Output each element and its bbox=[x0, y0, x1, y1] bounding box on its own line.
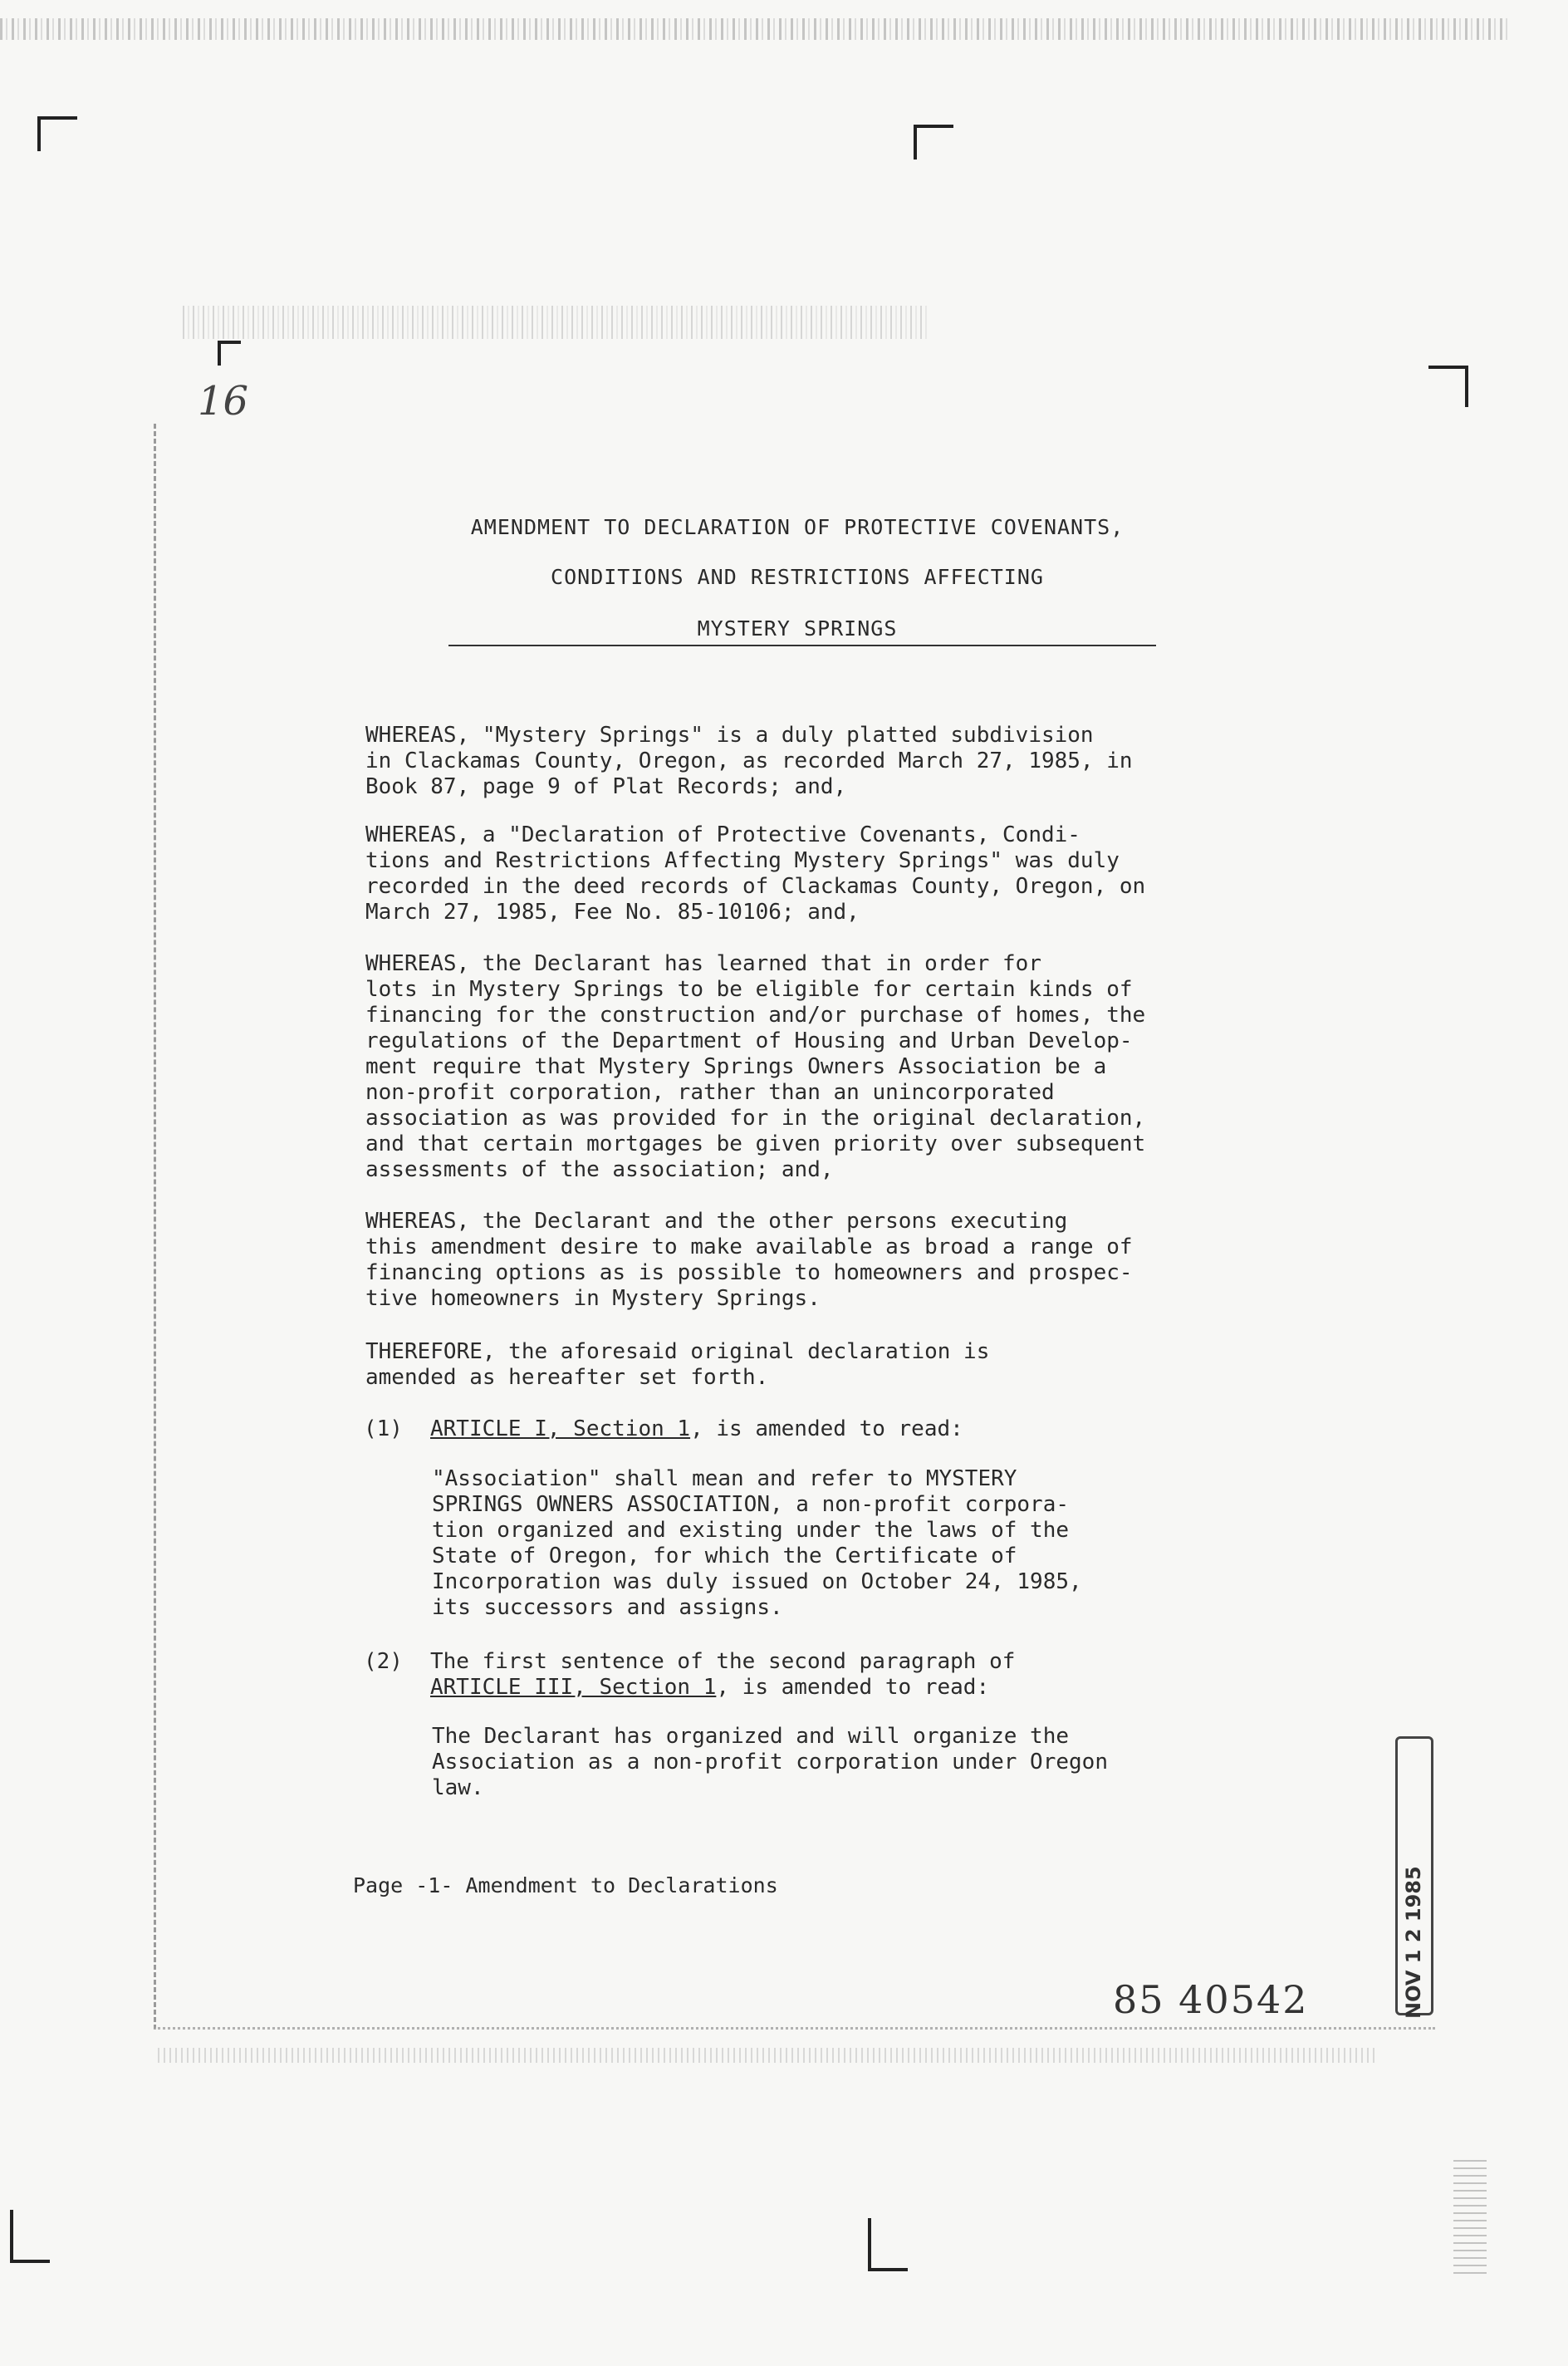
page-footer: Page -1- Amendment to Declarations bbox=[353, 1873, 778, 1897]
crop-mark-top-right bbox=[1428, 366, 1468, 407]
title-underline bbox=[448, 645, 1156, 646]
scan-noise-bottom bbox=[158, 2048, 1379, 2063]
scan-edge-marks bbox=[1453, 2160, 1487, 2276]
item-text: , is amended to read: bbox=[716, 1675, 990, 1700]
document-number: 85 40542 bbox=[1113, 1977, 1309, 2022]
item-body bbox=[430, 1416, 1277, 1442]
paragraph-whereas-1: WHEREAS, "Mystery Springs" is a duly platted subdivision in Clackamas County, Oregon, as recorded March 27, 1985, in Book 87, page 9 of Plat Records; and, bbox=[365, 723, 1133, 799]
recording-stamp-text: NOV 1 2 1985 bbox=[1402, 1866, 1425, 2019]
title-line-3: MYSTERY SPRINGS bbox=[697, 616, 898, 641]
item-number: (2) bbox=[364, 1649, 403, 1674]
scan-noise-top bbox=[0, 18, 1512, 40]
item-body bbox=[430, 1649, 1277, 1701]
item-lead: The first sentence of the second paragraph of bbox=[430, 1649, 1016, 1674]
paragraph-whereas-4: WHEREAS, the Declarant and the other persons executing this amendment desire to make available as broad a range of financing options as is possible to homeowners and prospec- tive homeowners in Mystery Springs. bbox=[365, 1209, 1133, 1311]
crop-mark-bottom-left bbox=[10, 2210, 50, 2263]
amendment-quote-2: The Declarant has organized and will organize the Association as a non-profit corporation under Oregon law. bbox=[432, 1724, 1108, 1800]
amendment-quote-1: "Association" shall mean and refer to MYSTERY SPRINGS OWNERS ASSOCIATION, a non-profit corpora- tion organized and existing under the laws of the State of Oregon, for which the Certificate of Incorporation was duly issued on October 24, 1985, its successors and assigns. bbox=[432, 1466, 1082, 1620]
title-line-2: CONDITIONS AND RESTRICTIONS AFFECTING bbox=[551, 565, 1044, 589]
crop-mark-page bbox=[218, 341, 241, 366]
crop-mark-bottom-middle bbox=[868, 2218, 908, 2271]
paragraph-whereas-3: WHEREAS, the Declarant has learned that in order for lots in Mystery Springs to be eligible for certain kinds of financing for the construction and/or purchase of homes, the regulations of the Department of Housing and Urban Develop- ment require that Mystery Springs Owners Association be a non-profit corporation, rather than an unincorporated association as was provided for in the original declaration, and that certain mortgages be given priority over subsequent assessments of the association; and, bbox=[365, 951, 1146, 1182]
scan-noise-band bbox=[183, 306, 930, 339]
item-text: , is amended to read: bbox=[690, 1416, 963, 1441]
crop-mark-top-left bbox=[37, 116, 77, 151]
article-reference: ARTICLE III, Section 1 bbox=[430, 1675, 717, 1700]
crop-mark-top-middle bbox=[914, 125, 953, 160]
article-reference: ARTICLE I, Section 1 bbox=[430, 1416, 691, 1441]
paragraph-whereas-2: WHEREAS, a "Declaration of Protective Covenants, Condi- tions and Restrictions Affecting Mystery Springs" was duly recorded in the deed records of Clackamas County, Oregon, on March 27, 1985, Fee No. 85-10106; and, bbox=[365, 822, 1146, 925]
item-number: (1) bbox=[364, 1416, 403, 1441]
paragraph-therefore: THEREFORE, the aforesaid original declaration is amended as hereafter set forth. bbox=[365, 1339, 990, 1390]
handwritten-mark: 16 bbox=[198, 378, 249, 425]
title-line-1: AMENDMENT TO DECLARATION OF PROTECTIVE COVENANTS, bbox=[470, 515, 1125, 539]
